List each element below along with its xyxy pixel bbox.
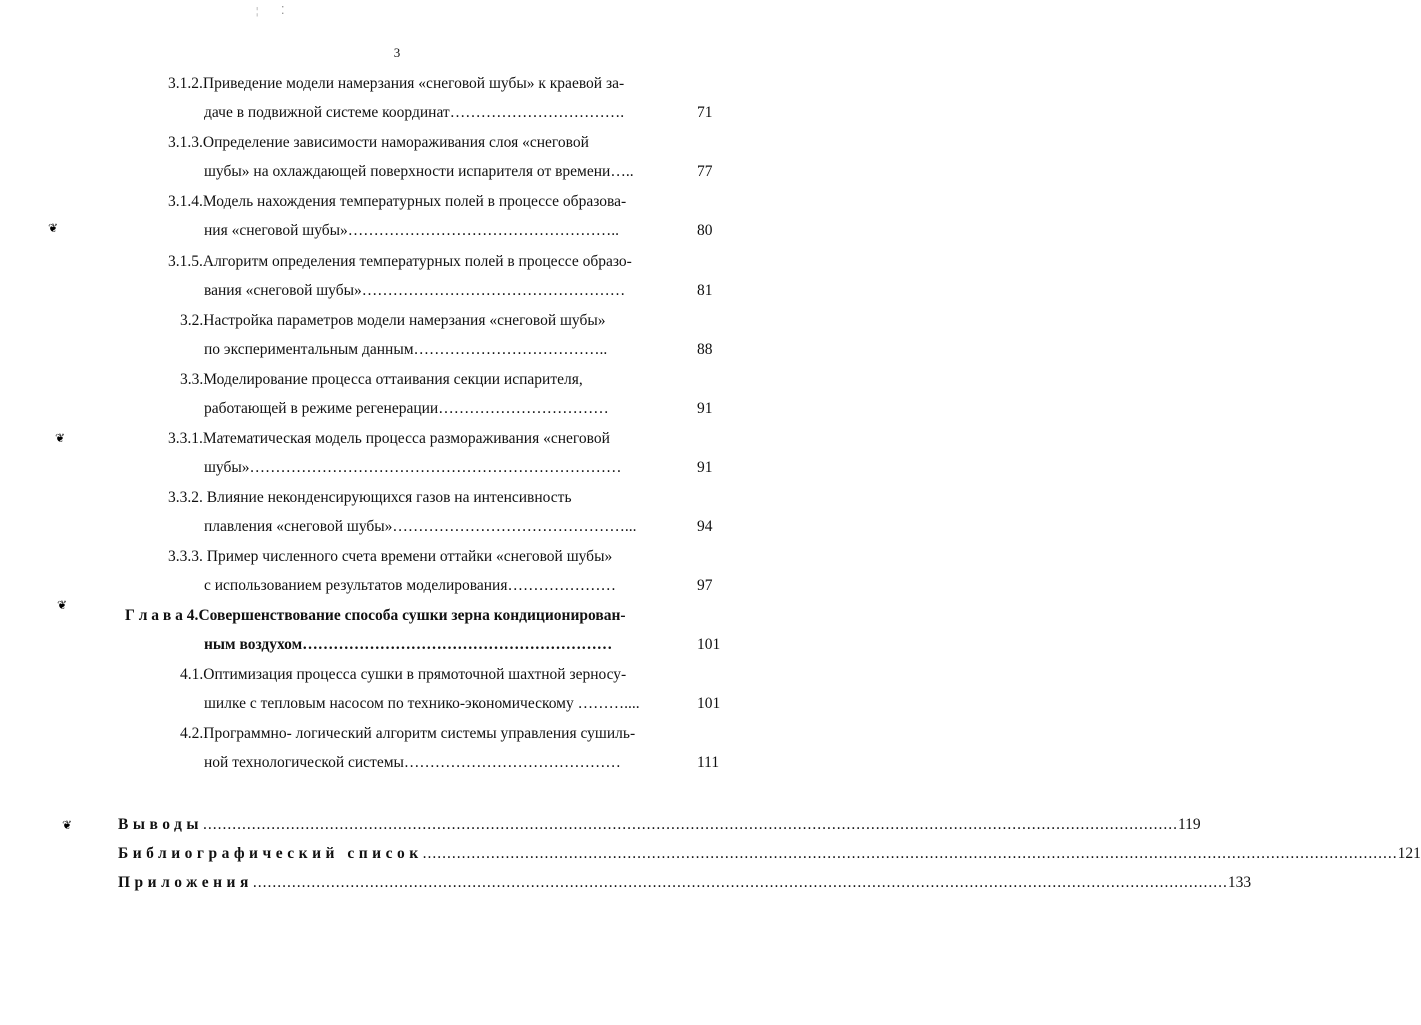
toc-page-number: 81 [697, 282, 713, 299]
toc-entry-title[interactable]: 3.3.Моделирование процесса оттаивания секции испарителя, [180, 371, 583, 388]
toc-entry-continuation: шубы» на охлаждающей поверхности испарителя от времени….. [204, 163, 634, 180]
dot-leader: ........................................................................................................................................................................................................ [422, 845, 1398, 862]
toc-entry-title[interactable]: 4.2.Программно- логический алгоритм системы управления сушиль- [180, 725, 636, 742]
toc-page-number: 101 [697, 695, 721, 712]
toc-page-number: 88 [697, 341, 713, 358]
toc-entry-title[interactable]: 3.3.2. Влияние неконденсирующихся газов на интенсивность [168, 489, 572, 506]
toc-page-number: 91 [697, 400, 713, 417]
toc-page-number: 80 [697, 222, 713, 239]
toc-entry-continuation: вания «снеговой шубы»…………………………………………… [204, 282, 626, 299]
end-section-page-number: 119 [1177, 816, 1201, 833]
toc-page-number: 77 [697, 163, 713, 180]
toc-entry-continuation: ния «снеговой шубы»…………………………………………….. [204, 222, 620, 239]
toc-entry-title[interactable]: 3.2.Настройка параметров модели намерзания «снеговой шубы» [180, 312, 606, 329]
toc-entry-title[interactable]: 3.1.3.Определение зависимости намораживания слоя «снеговой [168, 134, 589, 151]
toc-entry-continuation: шубы»……………………………………………………………… [204, 459, 622, 476]
toc-entry-title[interactable]: 3.1.5.Алгоритм определения температурных полей в процессе образо- [168, 253, 632, 270]
toc-entry-title[interactable]: 3.1.4.Модель нахождения температурных полей в процессе образова- [168, 193, 627, 210]
toc-page-number: 101 [697, 636, 721, 653]
toc-entry-continuation: даче в подвижной системе координат……………………………. [204, 104, 625, 121]
dot-leader: ........................................................................................................................................................................................................ [202, 816, 1178, 833]
toc-entry-title[interactable]: 3.3.1.Математическая модель процесса размораживания «снеговой [168, 430, 610, 447]
end-section-row[interactable] [118, 873, 1252, 893]
toc-entry-title[interactable]: 4.1.Оптимизация процесса сушки в прямоточной шахтной зерносу- [180, 666, 627, 683]
margin-bullet-icon: ❦ [48, 221, 59, 235]
end-section-label: Приложения [118, 874, 253, 891]
end-section-page-number: 133 [1227, 874, 1252, 891]
toc-entry-title[interactable] [125, 606, 626, 626]
end-section-label: Библиографический список [118, 845, 423, 862]
toc-entry-title[interactable]: 3.1.2.Приведение модели намерзания «снеговой шубы» к краевой за- [168, 75, 625, 92]
toc-entry-continuation: ной технологической системы…………………………………… [204, 754, 621, 771]
margin-bullet-icon: ❦ [57, 598, 68, 612]
toc-page-number: 71 [697, 104, 713, 121]
toc-entry-continuation: ным воздухом…………………………………………………… [204, 636, 613, 653]
toc-entry-continuation: плавления «снеговой шубы»………………………………………... [204, 518, 637, 535]
toc-page-number: 94 [697, 518, 713, 535]
end-section-row[interactable] [118, 844, 1421, 864]
end-section-page-number: 121 [1397, 845, 1421, 862]
toc-entry-title[interactable]: 3.3.3. Пример численного счета времени оттайки «снеговой шубы» [168, 548, 613, 565]
toc-entry-continuation: работающей в режиме регенерации…………………………… [204, 400, 609, 417]
end-section-row[interactable] [118, 815, 1201, 835]
margin-bullet-icon: ❦ [62, 818, 73, 832]
toc-entry-continuation: по экспериментальным данным……………………………….. [204, 341, 608, 358]
page-number: 3 [393, 45, 401, 60]
toc-entry-continuation: шилке с тепловым насосом по технико-экономическому ……….... [204, 695, 640, 712]
chapter-title: Совершенствование способа сушки зерна кондиционирован- [198, 607, 626, 624]
margin-bullet-icon: ❦ [55, 431, 66, 445]
end-section-label: Выводы [118, 816, 203, 833]
toc-entry-continuation: с использованием результатов моделирования………………… [204, 577, 616, 594]
toc-page-number: 111 [697, 754, 720, 771]
toc-page-number: 97 [697, 577, 713, 594]
dot-leader: ........................................................................................................................................................................................................ [252, 874, 1228, 891]
chapter-prefix: Г л а в а 4. [125, 607, 199, 624]
toc-page-number: 91 [697, 459, 713, 476]
scan-marks: ¦ ⁚ [256, 5, 295, 17]
